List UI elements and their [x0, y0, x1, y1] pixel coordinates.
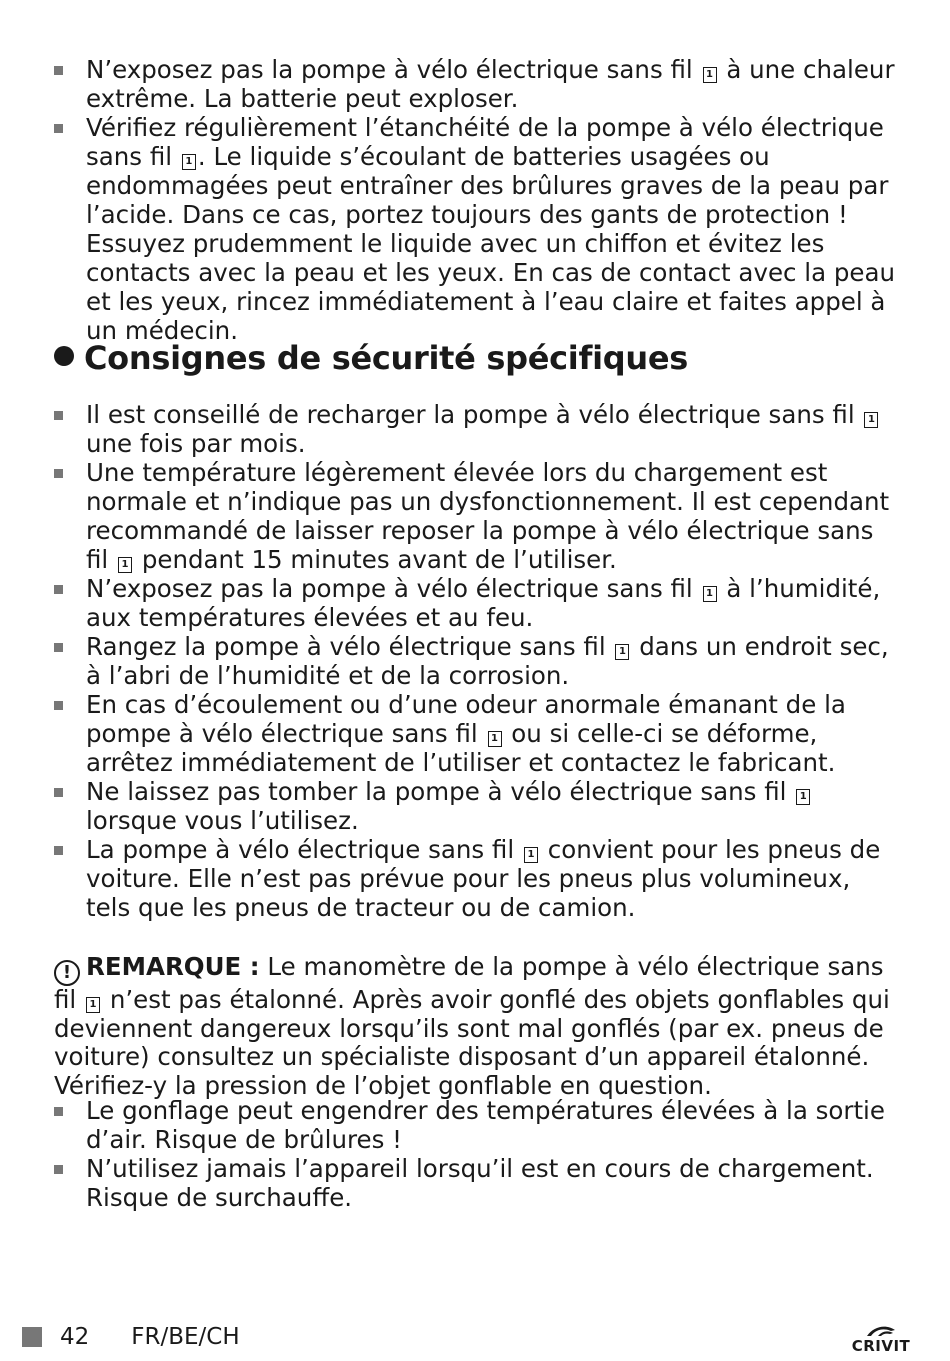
bullet-square-icon — [54, 701, 63, 710]
brand-logo — [846, 1324, 916, 1358]
list-item: Vérifiez régulièrement l’étanchéité de la pompe à vélo électrique sans fil 1 . Le liquide s’écoulant de batteries usagées ou endommagées peut entraîner des brûlures graves de la peau par l’acide. Dans ce cas, portez toujours des gants de protection ! Essuyez prudemment le liquide avec un chiffon et évitez les contacts avec la peau et les yeux. En cas de contact avec la peau et les yeux, rincez immédiatement à l’eau claire et faites appel à un médecin. — [0, 113, 950, 345]
bullet-square-icon — [54, 66, 63, 75]
section-heading: Consignes de sécurité spécifiques — [54, 336, 688, 380]
footer-square-icon — [22, 1327, 42, 1347]
figure-reference-1: 1 — [524, 847, 538, 863]
bullet-square-icon — [54, 643, 63, 652]
list-item: Ne laissez pas tomber la pompe à vélo électrique sans fil 1 lorsque vous l’utilisez. — [0, 777, 950, 835]
brand-name: CRIVIT — [851, 1337, 911, 1355]
figure-reference-1: 1 — [864, 412, 878, 428]
language-codes: FR/BE/CH — [131, 1324, 240, 1350]
list-item: La pompe à vélo électrique sans fil 1 convient pour les pneus de voiture. Elle n’est pas prévue pour les pneus plus volumineux, tels que les pneus de tracteur ou de camion. — [0, 835, 950, 922]
list-item: Le gonflage peut engendrer des températures élevées à la sortie d’air. Risque de brûlures ! — [0, 1096, 950, 1154]
intro-bullet-list — [0, 55, 950, 345]
figure-reference-1: 1 — [703, 586, 717, 602]
exclamation-circle-icon: ! — [54, 960, 80, 986]
note-label: REMARQUE : — [86, 952, 260, 981]
page-number: 42 — [60, 1324, 90, 1350]
bullet-square-icon — [54, 1107, 63, 1116]
figure-reference-1: 1 — [796, 789, 810, 805]
bullet-dot-icon — [54, 346, 74, 366]
list-item: Une température légèrement élevée lors du chargement est normale et n’indique pas un dysfonctionnement. Il est cependant recommandé de laisser reposer la pompe à vélo électrique sans fil 1 pendant 15 minutes avant de l’utiliser. — [0, 458, 950, 574]
list-item: N’utilisez jamais l’appareil lorsqu’il est en cours de chargement. Risque de surchauffe. — [0, 1154, 950, 1212]
list-item: N’exposez pas la pompe à vélo électrique sans fil 1 à une chaleur extrême. La batterie peut exploser. — [0, 55, 950, 113]
list-item: Il est conseillé de recharger la pompe à vélo électrique sans fil 1 une fois par mois. — [0, 400, 950, 458]
figure-reference-1: 1 — [615, 644, 629, 660]
figure-reference-1: 1 — [182, 154, 196, 170]
figure-reference-1: 1 — [118, 557, 132, 573]
bullet-square-icon — [54, 585, 63, 594]
list-item: N’exposez pas la pompe à vélo électrique sans fil 1 à l’humidité, aux températures élevées et au feu. — [0, 574, 950, 632]
specific-safety-bullet-list — [0, 400, 950, 922]
bullet-square-icon — [54, 1165, 63, 1174]
bullet-square-icon — [54, 411, 63, 420]
bullet-square-icon — [54, 788, 63, 797]
bullet-square-icon — [54, 469, 63, 478]
list-item: En cas d’écoulement ou d’une odeur anormale émanant de la pompe à vélo électrique sans fil 1 ou si celle-ci se déforme, arrêtez immédiatement de l’utiliser et contactez le fabricant. — [0, 690, 950, 777]
figure-reference-1: 1 — [86, 997, 100, 1013]
page-footer — [22, 1322, 240, 1352]
bullet-square-icon — [54, 846, 63, 855]
figure-reference-1: 1 — [703, 67, 717, 83]
final-bullet-list — [0, 1096, 950, 1212]
figure-reference-1: 1 — [488, 731, 502, 747]
crivit-swoosh-icon — [864, 1324, 898, 1338]
bullet-square-icon — [54, 124, 63, 133]
list-item: Rangez la pompe à vélo électrique sans fil 1 dans un endroit sec, à l’abri de l’humidité et de la corrosion. — [0, 632, 950, 690]
remarque-note: ! REMARQUE : Le manomètre de la pompe à vélo électrique sans fil 1 n’est pas étalonné. Après avoir gonflé des objets gonflables qui deviennent dangereux lorsqu’ils sont mal gonflés (par ex. pneus de voiture) consultez un spécialiste disposant d’un appareil étalonné. Vérifiez-y la pression de l’objet gonflable en question. — [54, 952, 890, 1100]
